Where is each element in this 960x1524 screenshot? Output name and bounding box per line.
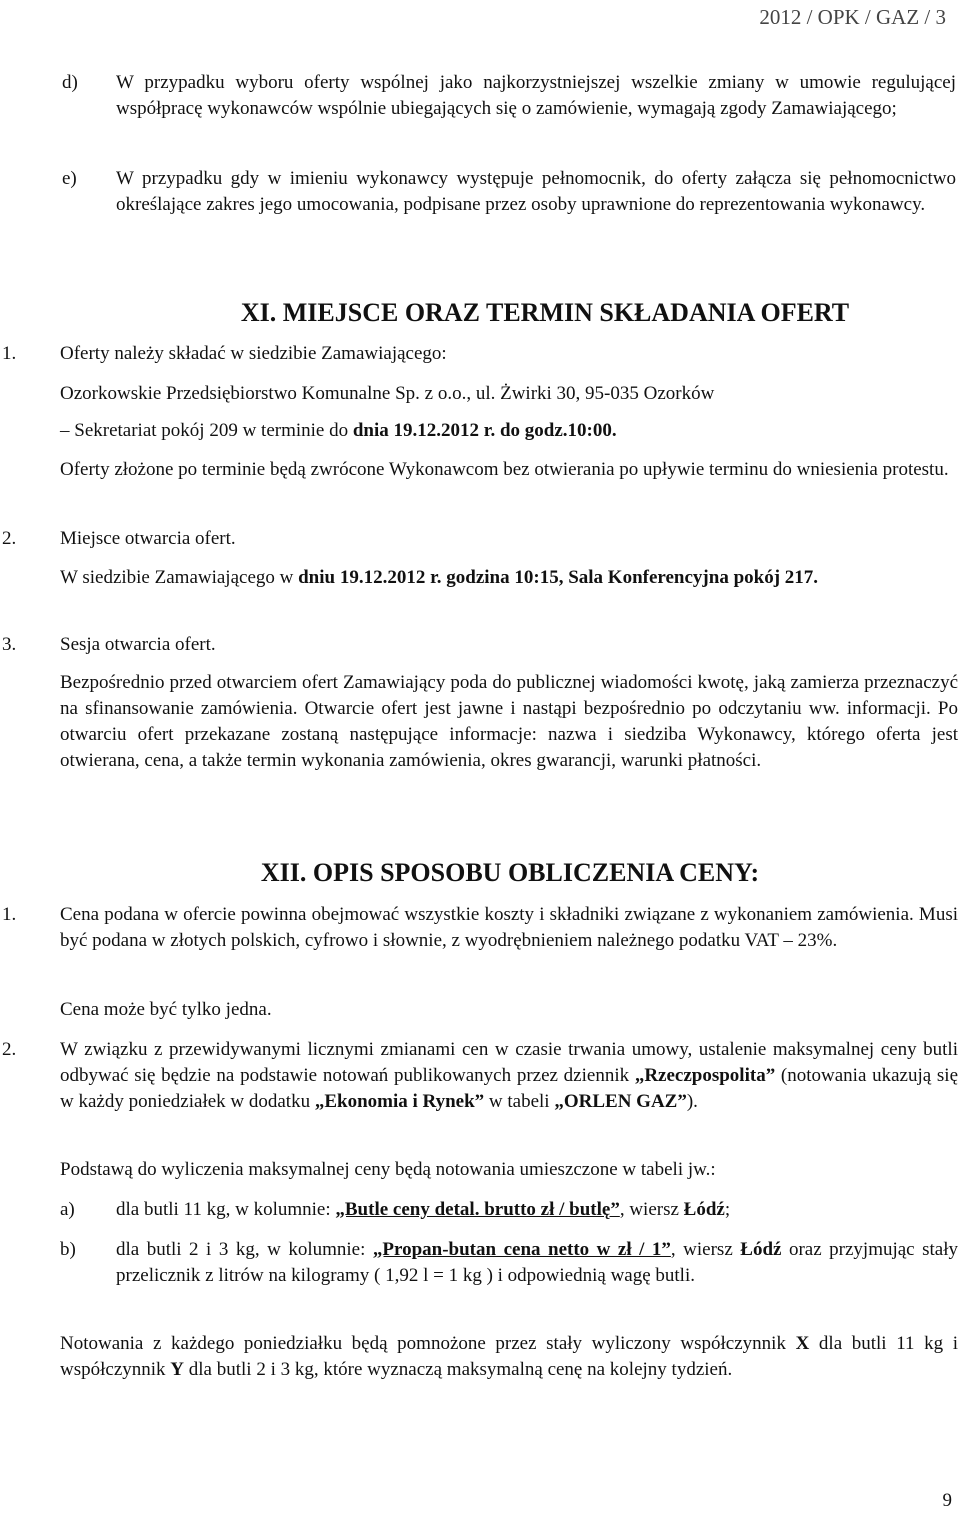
xii-item2-part-a: W związku z przewidywanymi licznymi zmianami cen w czasie trwania umowy, ustalenie maksymalnej ceny butli odbywać się będzie na podstawie notowań publikowanych przez dziennik [60,1039,958,1086]
xi-item2-num: 2. [2,528,17,549]
xii-b-end: oraz przyjmując stały przelicznik z litrów na kilogramy ( 1,92 l = 1 kg ) i odpowiednią wagę butli. [116,1239,959,1286]
page-number: 9 [942,1490,952,1511]
xi-deadline: dnia 19.12.2012 r. do godz.10:00. [352,420,617,441]
xi-secretariat [60,418,958,444]
xii-list-label-a: a) [60,1199,75,1220]
xi-item3-num: 3. [2,634,17,655]
xii-table-name: „ORLEN GAZ” [554,1091,687,1112]
xii-notes-b: dla butli 11 kg i współczynnik [60,1333,958,1380]
xii-coef-x: X [795,1333,810,1354]
xi-session-text: Bezpośrednio przed otwarciem ofert Zamawiający poda do publicznej wiadomości kwotę, jaką zamierza przeznaczyć na sfinansowanie zamówienia. Otwarcie ofert jest jawne i nastąpi bezpośrednio po odczytaniu ww. informacji. Po otwarciu ofert przekazane zostaną następujące informacje: nazwa i siedziba Wykonawcy, którego oferta jest otwierana, cena, a także termin wykonania zamówienia, okres gwarancji, warunki płatności. [60,672,958,771]
xii-item2-part-e: w tabeli [484,1091,555,1112]
xi-late-offers: Oferty złożone po terminie będą zwrócone Wykonawcom bez otwierania po upływie terminu do wniesienia protestu. [60,459,949,480]
xii-item1-num: 1. [2,904,17,925]
xii-item2-text [60,1037,958,1115]
list-item-d-text: W przypadku wyboru oferty wspólnej jako najkorzystniejszej wszelkie zmiany w umowie regulującej współpracę wykonawców wspólnie ubiegających się o zamówienie, wymagają zgody Zamawiającego; [116,72,956,119]
xi-opening-prefix: W siedzibie Zamawiającego w [60,567,299,588]
xii-a-city: Łódź [683,1199,725,1220]
xii-list-label-b: b) [60,1239,76,1260]
xi-item3-text: Sesja otwarcia ofert. [60,634,216,655]
section-xi-title: XI. MIEJSCE ORAZ TERMIN SKŁADANIA OFERT [240,298,850,327]
xii-item2-num: 2. [2,1039,17,1060]
xii-a-prefix: dla butli 11 kg, w kolumnie: [116,1199,336,1220]
xii-a-mid: , wiersz [619,1199,684,1220]
xii-notes-a: Notowania z każdego poniedziałku będą pomnożone przez stały wyliczony współczynnik [60,1333,796,1354]
section-xii-title: XII. OPIS SPOSOBU OBLICZENIA CENY: [260,858,760,887]
xii-coefficients-note [60,1331,958,1383]
xii-supplement: „Ekonomia i Rynek” [314,1091,485,1112]
xii-item2-part-c: (notowania ukazują się w każdy poniedziałek w dodatku [60,1065,959,1112]
list-item-e-text: W przypadku gdy w imieniu wykonawcy występuje pełnomocnik, do oferty załącza się pełnomocnictwo określające zakres jego umocowania, podpisane przez osoby uprawnione do reprezentowania wykonawcy. [116,168,956,215]
xii-a-column: „Butle ceny detal. brutto zł / butlę” [335,1199,620,1220]
list-label-e: e) [62,168,77,189]
xi-item1-text: Oferty należy składać w siedzibie Zamawiającego: [60,343,447,364]
xii-newspaper: „Rzeczpospolita” [634,1065,776,1086]
xii-basis: Podstawą do wyliczenia maksymalnej ceny będą notowania umieszczone w tabeli jw.: [60,1159,716,1180]
xi-item1-num: 1. [2,343,17,364]
xii-item2-part-g: ). [686,1091,698,1112]
xii-item1-text: Cena podana w ofercie powinna obejmować wszystkie koszty i składniki związane z wykonaniem zamówienia. Musi być podana w złotych polskich, cyfrowo i słownie, z wyodrębnieniem należnego podatku VAT – 23%. [60,904,958,951]
xii-b-mid: , wiersz [670,1239,741,1260]
xii-b-city: Łódź [740,1239,782,1260]
xii-b-prefix: dla butli 2 i 3 kg, w kolumnie: [116,1239,373,1260]
xi-secretariat-prefix: – Sekretariat pokój 209 w terminie do [60,420,353,441]
xi-opening [60,565,958,591]
xi-opening-date: dniu 19.12.2012 r. godzina 10:15, Sala Konferencyjna pokój 217. [298,567,819,588]
xii-notes-c: dla butli 2 i 3 kg, które wyznaczą maksymalną cenę na kolejny tydzień. [184,1359,733,1380]
xi-item2-text: Miejsce otwarcia ofert. [60,528,236,549]
xii-b-column: „Propan-butan cena netto w zł / 1” [372,1239,671,1260]
xii-one-price: Cena może być tylko jedna. [60,999,272,1020]
xi-address: Ozorkowskie Przedsiębiorstwo Komunalne Sp. z o.o., ul. Żwirki 30, 95-035 Ozorków [60,383,715,404]
xii-list-item-a [116,1197,956,1223]
document-reference-header: 2012 / OPK / GAZ / 3 [759,5,946,29]
xii-list-item-b [116,1237,958,1289]
xii-a-end: ; [724,1199,731,1220]
list-label-d: d) [62,72,78,93]
xii-coef-y: Y [170,1359,185,1380]
